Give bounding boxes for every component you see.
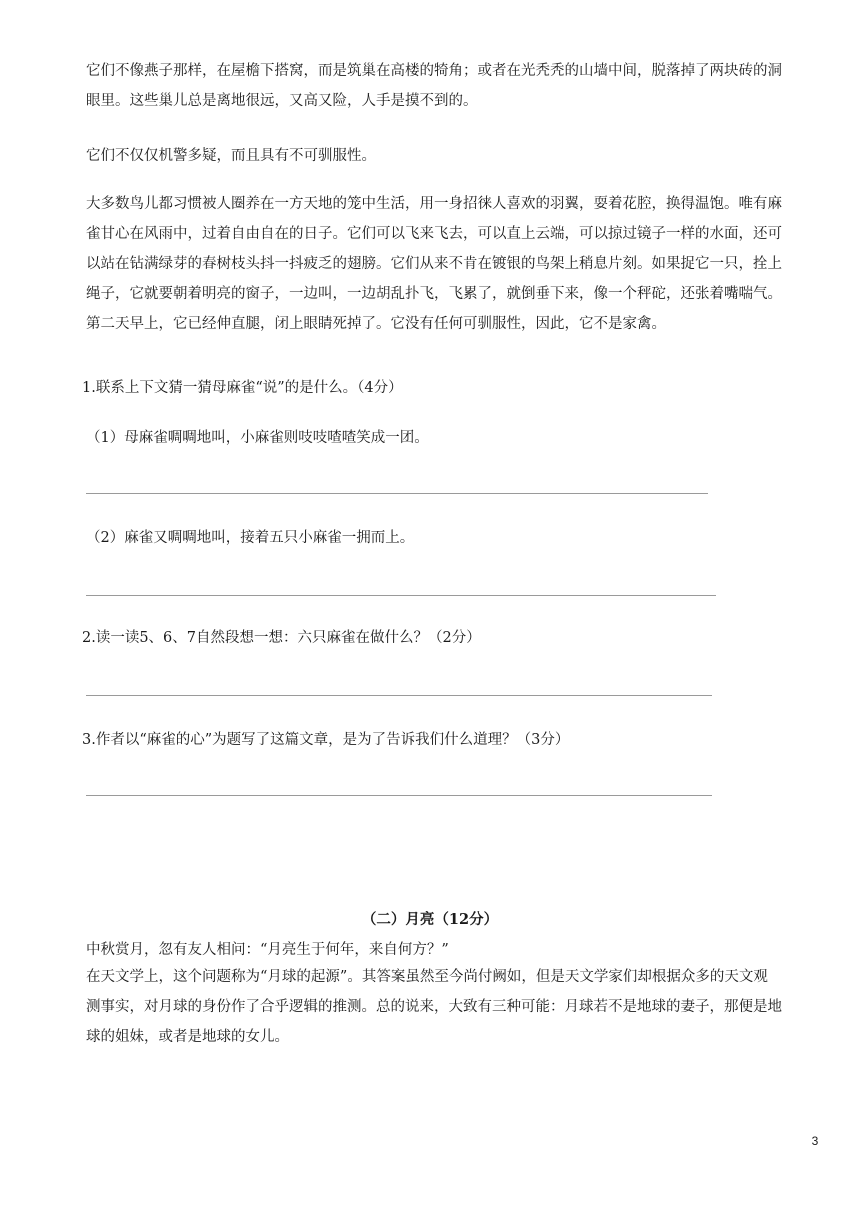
question-2: 2.读一读5、6、7自然段想一想：六只麻雀在做什么？（2分）	[82, 630, 481, 646]
answer-line-q2[interactable]	[86, 695, 712, 696]
section-2-title: （二）月亮（12分）	[361, 911, 499, 928]
question-3: 3.作者以“麻雀的心”为题写了这篇文章，是为了告诉我们什么道理？（3分）	[82, 732, 570, 748]
question-1-sub-2: （2）麻雀又啁啁地叫，接着五只小麻雀一拥而上。	[86, 530, 415, 546]
passage-paragraph-1: 它们不像燕子那样，在屋檐下搭窝，而是筑巢在高楼的犄角；或者在光秃秃的山墙中间，脱落掉了两块砖的洞眼里。这些巢儿总是离地很远，又高又险，人手是摸不到的。	[86, 63, 782, 109]
answer-line-q3[interactable]	[86, 795, 712, 796]
question-1: 1.联系上下文猜一猜母麻雀“说”的是什么。（4分）	[82, 380, 403, 396]
question-1-sub-1: （1）母麻雀啁啁地叫，小麻雀则吱吱喳喳笑成一团。	[86, 430, 429, 446]
answer-line-q1-2[interactable]	[86, 595, 716, 596]
passage-paragraph-2: 它们不仅仅机警多疑，而且具有不可驯服性。	[86, 148, 376, 164]
answer-line-q1-1[interactable]	[86, 493, 708, 494]
section-2-paragraph-1: 中秋赏月，忽有友人相问：“月亮生于何年，来自何方？”	[86, 942, 449, 958]
section-2-paragraph-2: 在天文学上，这个问题称为“月球的起源”。其答案虽然至今尚付阙如，但是天文学家们却根据众多的天文观测事实，对月球的身份作了合乎逻辑的推测。总的说来，大致有三种可能：月球若不是地球的妻子，那便是地球的姐妹，或者是地球的女儿。	[86, 969, 782, 1045]
passage-paragraph-3: 大多数鸟儿都习惯被人圈养在一方天地的笼中生活，用一身招徕人喜欢的羽翼，耍着花腔，换得温饱。唯有麻雀甘心在风雨中，过着自由自在的日子。它们可以飞来飞去，可以直上云端，可以掠过镜子一样的水面，还可以站在钻满绿芽的春树枝头抖一抖疲乏的翅膀。它们从来不肯在镀银的鸟架上稍息片刻。如果捉它一只，拴上绳子，它就要朝着明亮的窗子，一边叫，一边胡乱扑飞，飞累了，就倒垂下来，像一个秤砣，还张着嘴喘气。第二天早上，它已经伸直腿，闭上眼睛死掉了。它没有任何可驯服性，因此，它不是家禽。	[86, 196, 782, 332]
page-number: 3	[811, 1134, 819, 1148]
